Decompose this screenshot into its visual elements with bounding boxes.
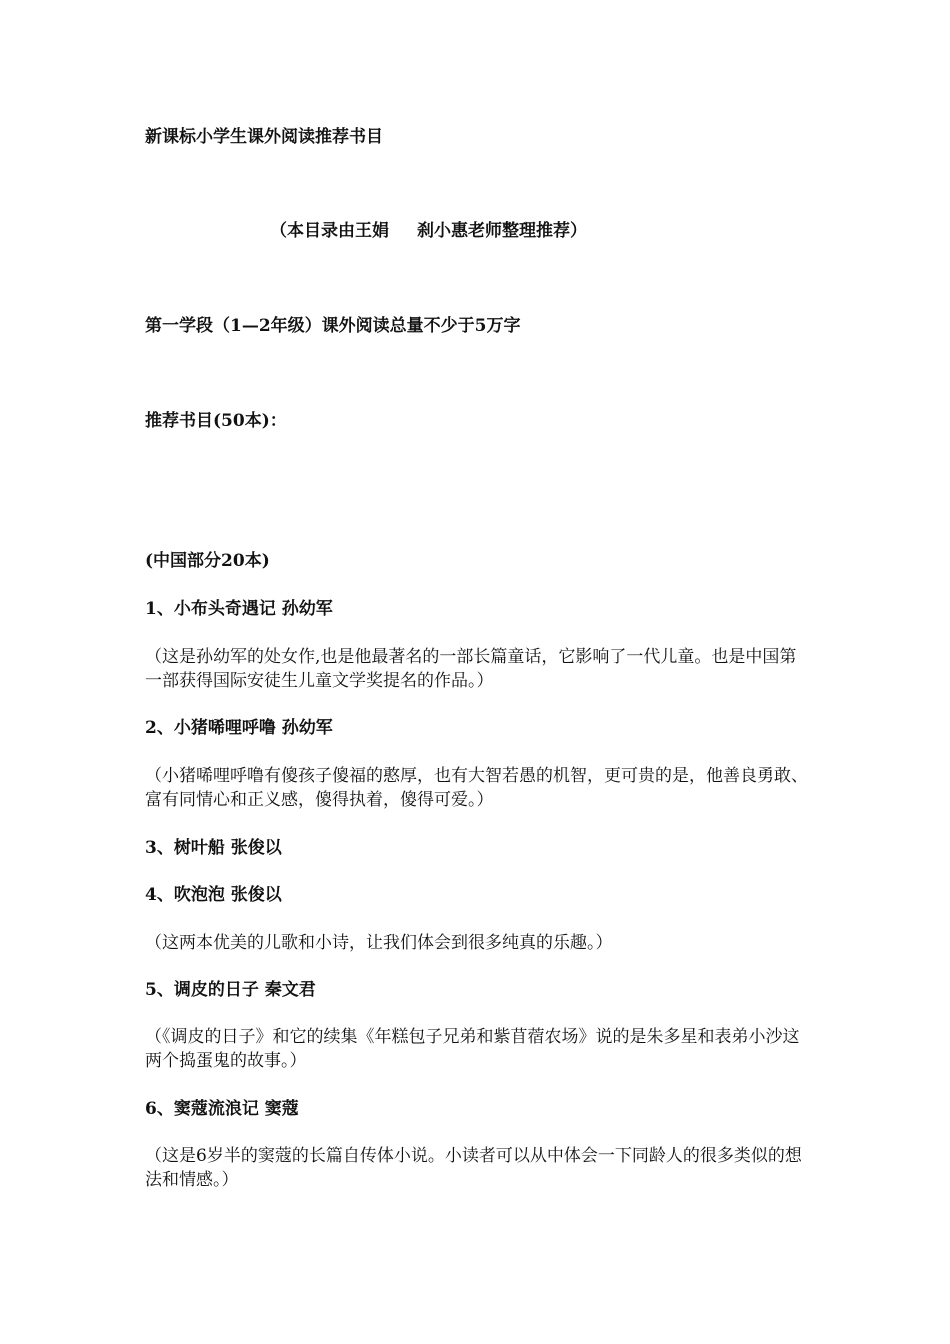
section-heading: (中国部分20本) xyxy=(145,551,270,571)
subtitle-part1: （本目录由王娟 xyxy=(270,221,389,241)
entry-desc: （这是孙幼军的处女作,也是他最著名的一部长篇童话，它影响了一代儿童。也是中国第一部获得国际安徒生儿童文学奖提名的作品。） xyxy=(145,647,797,691)
entry-title: 3、树叶船 张俊以 xyxy=(145,838,282,858)
document-subtitle xyxy=(270,219,587,243)
recommend-heading: 推荐书目(50本)： xyxy=(145,411,287,431)
document-title: 新课标小学生课外阅读推荐书目 xyxy=(145,127,383,147)
entry-title: 1、小布头奇遇记 孙幼军 xyxy=(145,599,333,619)
entry-title: 2、小猪唏哩呼噜 孙幼军 xyxy=(145,718,333,738)
entry-title: 6、窦蔻流浪记 窦蔻 xyxy=(145,1099,299,1119)
entry-desc: （小猪唏哩呼噜有傻孩子傻福的憨厚，也有大智若愚的机智，更可贵的是，他善良勇敢、富有同情心和正义感，傻得执着，傻得可爱。） xyxy=(145,766,808,810)
entry-desc: （这是6岁半的窦蔻的长篇自传体小说。小读者可以从中体会一下同龄人的很多类似的想法和情感。） xyxy=(145,1146,802,1190)
stage-heading: 第一学段（1—2年级）课外阅读总量不少于5万字 xyxy=(145,316,521,336)
subtitle-part2: 刹小惠老师整理推荐） xyxy=(417,221,587,241)
entry-desc: （这两本优美的儿歌和小诗，让我们体会到很多纯真的乐趣。） xyxy=(145,933,613,953)
entry-desc: （《调皮的日子》和它的续集《年糕包子兄弟和紫苜蓿农场》说的是朱多星和表弟小沙这两个捣蛋鬼的故事。） xyxy=(145,1027,800,1071)
entry-title: 4、吹泡泡 张俊以 xyxy=(145,885,282,905)
entry-title: 5、调皮的日子 秦文君 xyxy=(145,980,316,1000)
